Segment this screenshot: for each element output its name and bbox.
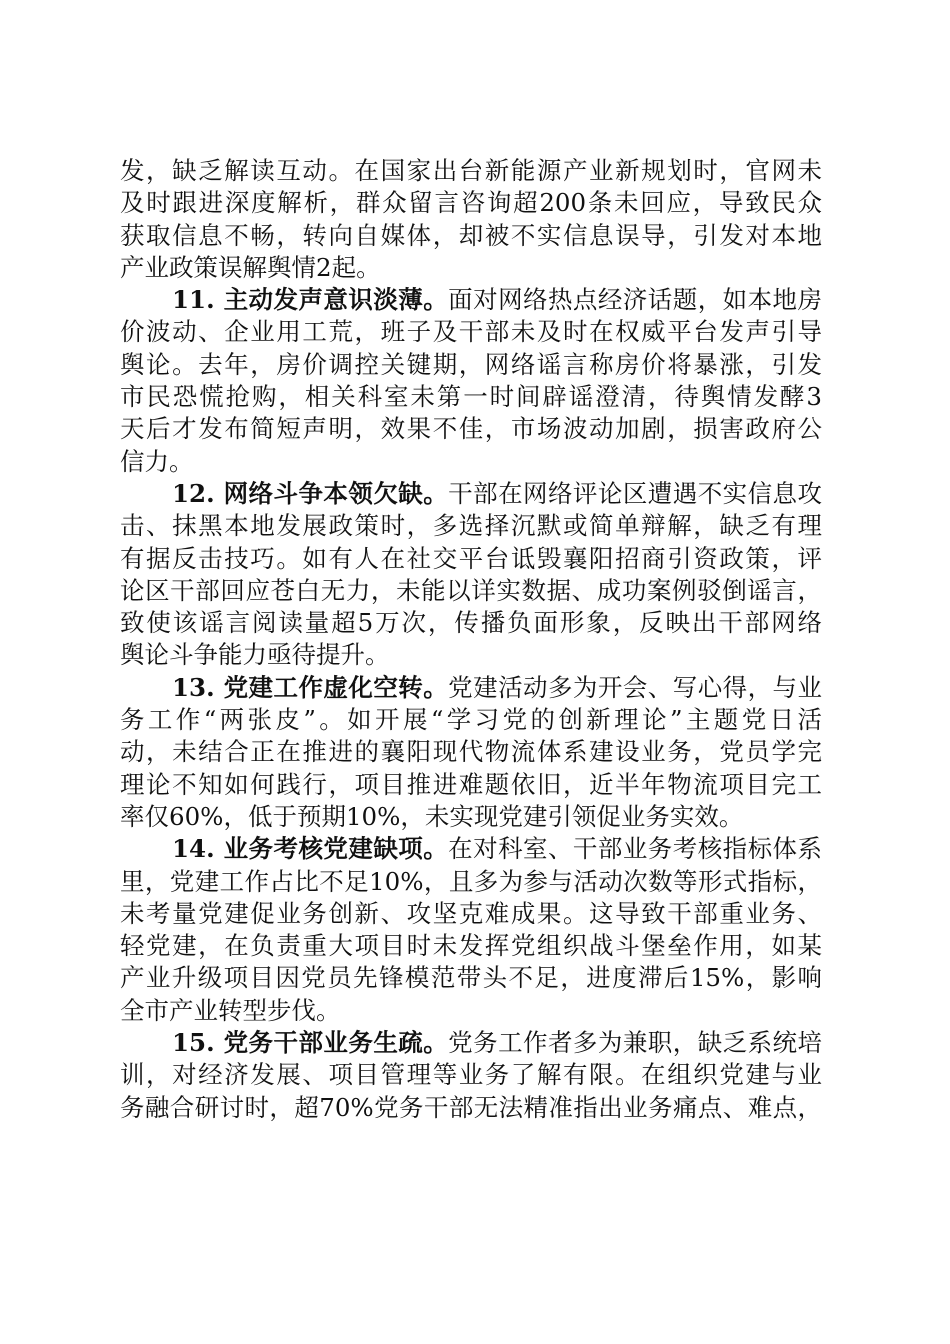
text-line: [120, 833, 822, 865]
text-line: [120, 543, 822, 575]
text-line: [120, 962, 822, 994]
text-line: [120, 1092, 822, 1124]
line-text: 致使该谣言阅读量超5万次，传播负面形象，反映出干部网络: [120, 608, 822, 638]
text-line: [120, 284, 822, 316]
line-text: 发，缺乏解读互动。在国家出台新能源产业新规划时，官网未: [120, 156, 822, 185]
text-line: [120, 866, 822, 898]
line-text: 击、抹黑本地发展政策时，多选择沉默或简单辩解，缺乏有理: [120, 511, 822, 541]
text-line: [120, 898, 822, 930]
text-line: [120, 639, 822, 671]
text-line: [120, 252, 822, 284]
paragraph: [120, 672, 822, 833]
line-text: 务融合研讨时，超70%党务干部无法精准指出业务痛点、难点，: [120, 1092, 822, 1122]
line-text: 有据反击技巧。如有人在社交平台诋毁襄阳招商引资政策，评: [120, 543, 822, 573]
line-text: 信力。: [120, 446, 194, 476]
text-line: [120, 478, 822, 510]
text-line: [120, 575, 822, 607]
text-line: [120, 672, 822, 704]
text-line: [120, 220, 822, 252]
line-text: 舆论。去年，房价调控关键期，网络谣言称房价将暴涨，引发: [120, 349, 822, 379]
line-text: 党建活动多为开会、写心得，与业: [448, 672, 822, 702]
text-line: [120, 801, 822, 833]
paragraph: [120, 833, 822, 1027]
paragraph-heading: 13. 党建工作虚化空转。: [172, 672, 449, 702]
paragraph: [120, 1027, 822, 1124]
text-line: [120, 316, 822, 348]
line-text: 党务工作者多为兼职，缺乏系统培: [448, 1028, 822, 1058]
text-line: [120, 1059, 822, 1091]
line-text: 未考量党建促业务创新、攻坚克难成果。这导致干部重业务、: [120, 898, 822, 928]
paragraph: [120, 284, 822, 478]
text-line: [120, 995, 822, 1027]
line-text: 动，未结合正在推进的襄阳现代物流体系建设业务，党员学完: [120, 737, 822, 767]
text-line: [120, 510, 822, 542]
paragraph: [120, 155, 822, 284]
text-line: [120, 1027, 822, 1059]
text-line: [120, 155, 822, 187]
line-text: 面对网络热点经济话题，如本地房: [448, 285, 822, 315]
line-text: 及时跟进深度解析，群众留言咨询超200条未回应，导致民众: [120, 188, 822, 218]
line-text: 务工作“两张皮”。如开展“学习党的创新理论”主题党日活: [120, 705, 822, 735]
line-text: 论区干部回应苍白无力，未能以详实数据、成功案例驳倒谣言，: [120, 575, 822, 605]
line-text: 训，对经济发展、项目管理等业务了解有限。在组织党建与业: [120, 1060, 822, 1090]
line-text: 产业政策误解舆情2起。: [120, 252, 381, 282]
line-text: 轻党建，在负责重大项目时未发挥党组织战斗堡垒作用，如某: [120, 931, 822, 961]
text-line: [120, 446, 822, 478]
line-text: 率仅60%，低于预期10%，未实现党建引领促业务实效。: [120, 801, 744, 831]
line-text: 天后才发布简短声明，效果不佳，市场波动加剧，损害政府公: [120, 414, 822, 444]
document-page: [120, 155, 822, 1124]
text-line: [120, 704, 822, 736]
line-text: 全市产业转型步伐。: [120, 995, 341, 1025]
paragraph-heading: 11. 主动发声意识淡薄。: [172, 285, 449, 315]
paragraph: [120, 478, 822, 672]
paragraph-heading: 12. 网络斗争本领欠缺。: [172, 478, 449, 508]
line-text: 里，党建工作占比不足10%，且多为参与活动次数等形式指标，: [120, 866, 822, 896]
text-line: [120, 413, 822, 445]
paragraph-heading: 15. 党务干部业务生疏。: [172, 1028, 449, 1058]
text-line: [120, 381, 822, 413]
line-text: 市民恐慌抢购，相关科室未第一时间辟谣澄清，待舆情发酵3: [120, 382, 822, 412]
text-line: [120, 349, 822, 381]
text-line: [120, 736, 822, 768]
text-line: [120, 187, 822, 219]
text-line: [120, 930, 822, 962]
line-text: 产业升级项目因党员先锋模范带头不足，进度滞后15%，影响: [120, 963, 822, 993]
text-line: [120, 769, 822, 801]
line-text: 理论不知如何践行，项目推进难题依旧，近半年物流项目完工: [120, 769, 822, 799]
paragraph-heading: 14. 业务考核党建缺项。: [172, 834, 449, 864]
line-text: 获取信息不畅，转向自媒体，却被不实信息误导，引发对本地: [120, 220, 822, 250]
text-line: [120, 607, 822, 639]
line-text: 干部在网络评论区遭遇不实信息攻: [448, 478, 822, 508]
line-text: 在对科室、干部业务考核指标体系: [448, 834, 822, 864]
line-text: 舆论斗争能力亟待提升。: [120, 640, 390, 670]
line-text: 价波动、企业用工荒，班子及干部未及时在权威平台发声引导: [120, 317, 822, 347]
